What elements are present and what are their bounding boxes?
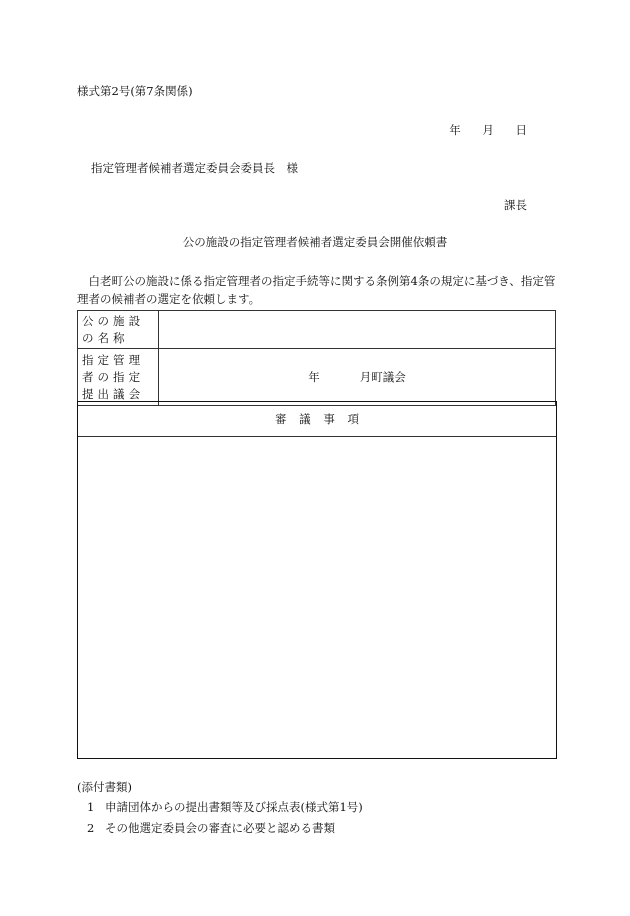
document-title: 公の施設の指定管理者候補者選定委員会開催依頼書 [182,235,448,249]
form-number: 様式第2号(第7条関係) [77,84,193,98]
sender: 課長 [504,198,527,212]
review-items-box [77,401,557,759]
info-table [77,310,556,406]
attachment-text: その他選定委員会の審査に必要と認める書類 [105,821,335,835]
attachment-item [87,821,335,836]
table-row-council [78,349,556,406]
date-line [449,123,527,138]
facility-name-label: 公の施設の名称 [78,311,159,349]
attachment-item [87,800,363,815]
council-label: 指定管理者の指定提出議会 [78,349,159,406]
council-month: 月町議会 [359,369,406,384]
facility-name-value [159,311,556,349]
table-row-facility [78,311,556,349]
date-month: 月 [482,123,494,137]
addressee: 指定管理者候補者選定委員会委員長 様 [91,161,298,175]
council-value [159,349,556,406]
council-year: 年 [308,369,320,384]
date-day: 日 [515,123,527,137]
attachments-heading: (添付書類) [77,780,132,794]
date-year: 年 [449,123,461,137]
attachment-number: 1 [87,800,95,814]
body-paragraph: 白老町公の施設に係る指定管理者の指定手続等に関する条例第4条の規定に基づき、指定管理者の候補者の選定を依頼します。 [77,274,556,307]
attachment-number: 2 [87,821,95,835]
review-items-heading: 審議事項 [78,402,556,437]
attachment-text: 申請団体からの提出書類等及び採点表(様式第1号) [105,800,363,814]
